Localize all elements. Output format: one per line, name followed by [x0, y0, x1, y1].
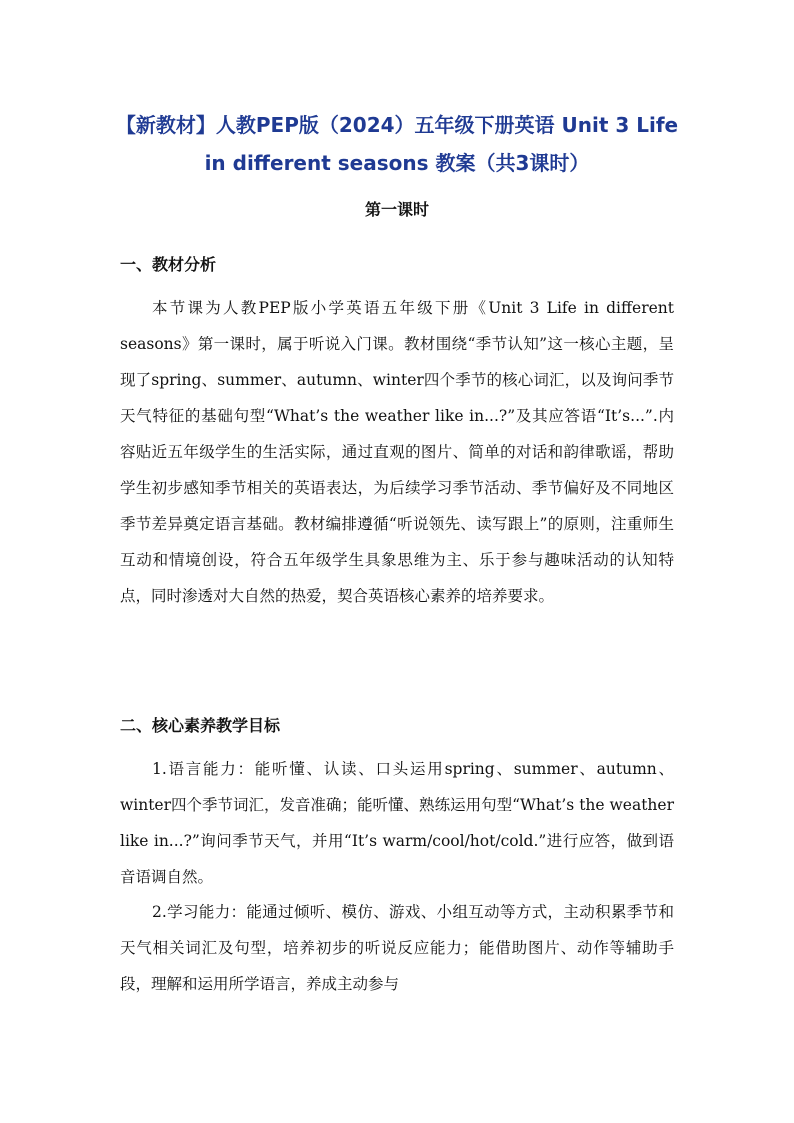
section-paragraph: 本节课为人教PEP版小学英语五年级下册《Unit 3 Life in different seasons》第一课时，属于听说入门课。教材围绕“季节认知”这一核心主题，呈现了spring、summer、autumn、winter四个季节的核心词汇，以及询问季节天气特征的基础句型“What’s the weather like in...?”及其应答语“It’s...”.内容贴近五年级学生的生活实际，通过直观的图片、简单的对话和韵律歌谣，帮助学生初步感知季节相关的英语表达，为后续学习季节活动、季节偏好及不同地区季节差异奠定语言基础。教材编排遵循“听说领先、读写跟上”的原则，注重师生互动和情境创设，符合五年级学生具象思维为主、乐于参与趣味活动的认知特点，同时渗透对大自然的热爱，契合英语核心素养的培养要求。	[120, 299, 674, 605]
section-heading-textbook-analysis: 一、教材分析	[120, 255, 217, 274]
section-paragraph: 2.学习能力：能通过倾听、模仿、游戏、小组互动等方式，主动积累季节和天气相关词汇及句型，培养初步的听说反应能力；能借助图片、动作等辅助手段，理解和运用所学语言，养成主动参与	[120, 903, 674, 993]
lesson-title: 第一课时	[364, 200, 429, 219]
section-paragraph: 1.语言能力：能听懂、认读、口头运用spring、summer、autumn、winter四个季节词汇，发音准确；能听懂、熟练运用句型“What’s the weather like in...?”询问季节天气，并用“It’s warm/cool/hot/cold.”进行应答，做到语音语调自然。	[120, 760, 674, 886]
section-heading-teaching-goals: 二、核心素养教学目标	[120, 716, 281, 735]
document-title: 【新教材】人教PEP版（2024）五年级下册英语 Unit 3 Life in different seasons 教案（共3课时）	[115, 113, 679, 175]
